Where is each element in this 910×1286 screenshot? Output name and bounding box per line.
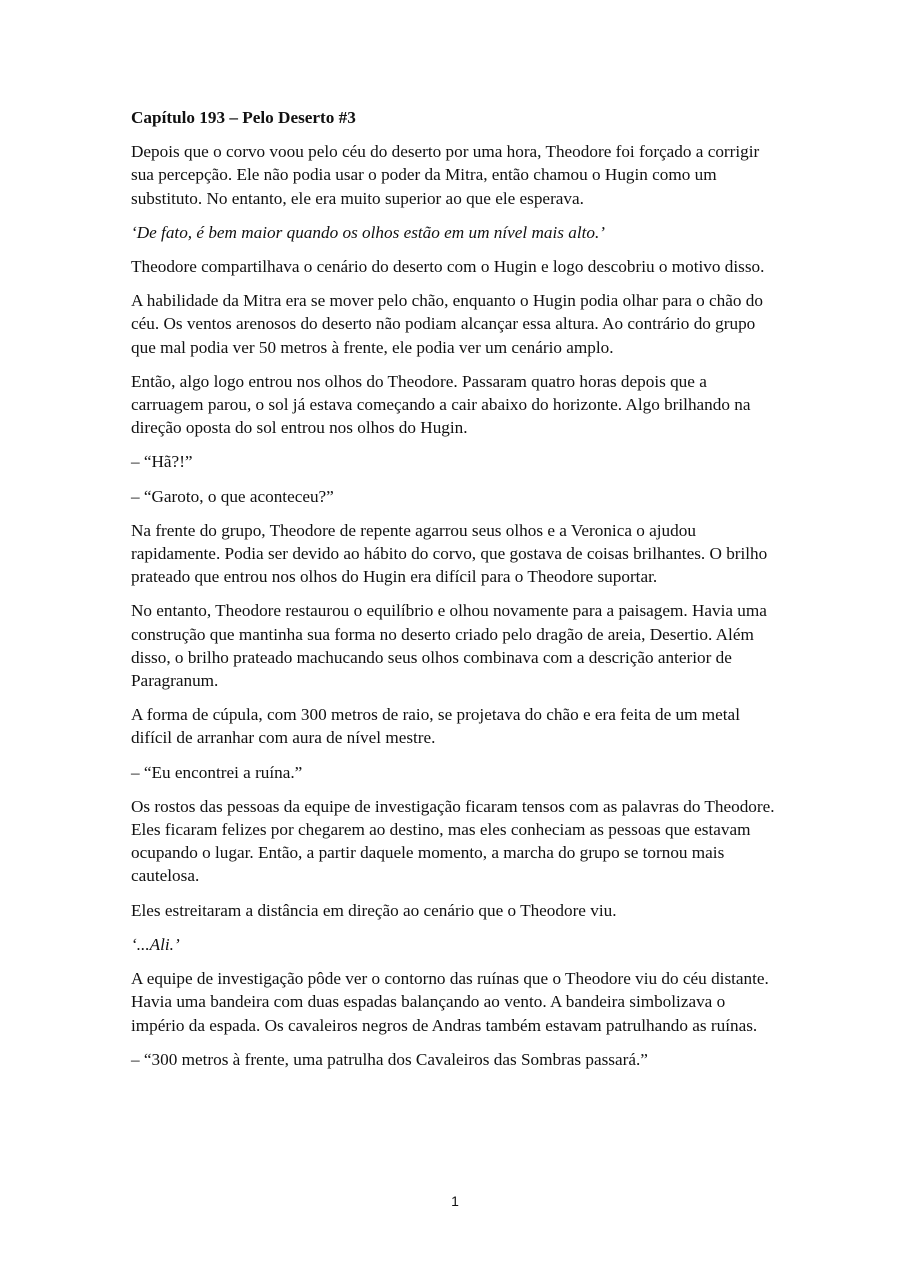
paragraph: – “300 metros à frente, uma patrulha dos Cavaleiros das Sombras passará.”: [131, 1049, 648, 1069]
paragraph: Na frente do grupo, Theodore de repente agarrou seus olhos e a Veronica o ajudou rapidamente. Podia ser devido ao hábito do corvo, que gostava de coisas brilhantes. O brilho prateado que entrou nos olhos do Hugin era difícil para o Theodore suportar.: [131, 520, 768, 587]
paragraph: A forma de cúpula, com 300 metros de raio, se projetava do chão e era feita de um metal difícil de arranhar com aura de nível mestre.: [131, 705, 740, 748]
paragraph: Os rostos das pessoas da equipe de investigação ficaram tensos com as palavras do Theodore. Eles ficaram felizes por chegarem ao destino, mas eles conheciam as pessoas que estavam ocupando o lugar. Então, a partir daquele momento, a marcha do grupo se tornou mais cautelosa.: [131, 796, 775, 886]
paragraph-list: [131, 140, 781, 1071]
paragraph: Então, algo logo entrou nos olhos do Theodore. Passaram quatro horas depois que a carruagem parou, o sol já estava começando a cair abaixo do horizonte. Algo brilhando na direção oposta do sol entrou nos olhos do Hugin.: [131, 371, 751, 438]
paragraph: – “Hã?!”: [131, 452, 193, 472]
page-number: 1: [451, 1193, 459, 1209]
paragraph: A habilidade da Mitra era se mover pelo chão, enquanto o Hugin podia olhar para o chão do céu. Os ventos arenosos do deserto não podiam alcançar essa altura. Ao contrário do grupo que mal podia ver 50 metros à frente, ele podia ver um cenário amplo.: [131, 291, 763, 357]
document-body: [131, 106, 781, 1082]
paragraph: Eles estreitaram a distância em direção ao cenário que o Theodore viu.: [131, 900, 617, 920]
paragraph: Depois que o corvo voou pelo céu do deserto por uma hora, Theodore foi forçado a corrigir sua percepção. Ele não podia usar o poder da Mitra, então chamou o Hugin como um substituto. No entanto, ele era muito superior ao que ele esperava.: [131, 142, 760, 208]
paragraph: No entanto, Theodore restaurou o equilíbrio e olhou novamente para a paisagem. Havia uma construção que mantinha sua forma no deserto criado pelo dragão de areia, Desertio. Além disso, o brilho prateado machucando seus olhos combinava com a descrição anterior de Paragranum.: [131, 601, 767, 691]
paragraph: – “Garoto, o que aconteceu?”: [131, 486, 334, 506]
paragraph: – “Eu encontrei a ruína.”: [131, 762, 303, 782]
paragraph: A equipe de investigação pôde ver o contorno das ruínas que o Theodore viu do céu distante. Havia uma bandeira com duas espadas balançando ao vento. A bandeira simbolizava o império da espada. Os cavaleiros negros de Andras também estavam patrulhando as ruínas.: [131, 969, 769, 1035]
paragraph: Theodore compartilhava o cenário do deserto com o Hugin e logo descobriu o motivo disso.: [131, 257, 765, 277]
paragraph: ‘...Ali.’: [131, 934, 180, 954]
chapter-title: Capítulo 193 – Pelo Deserto #3: [131, 108, 356, 127]
paragraph: ‘De fato, é bem maior quando os olhos estão em um nível mais alto.’: [131, 222, 606, 242]
